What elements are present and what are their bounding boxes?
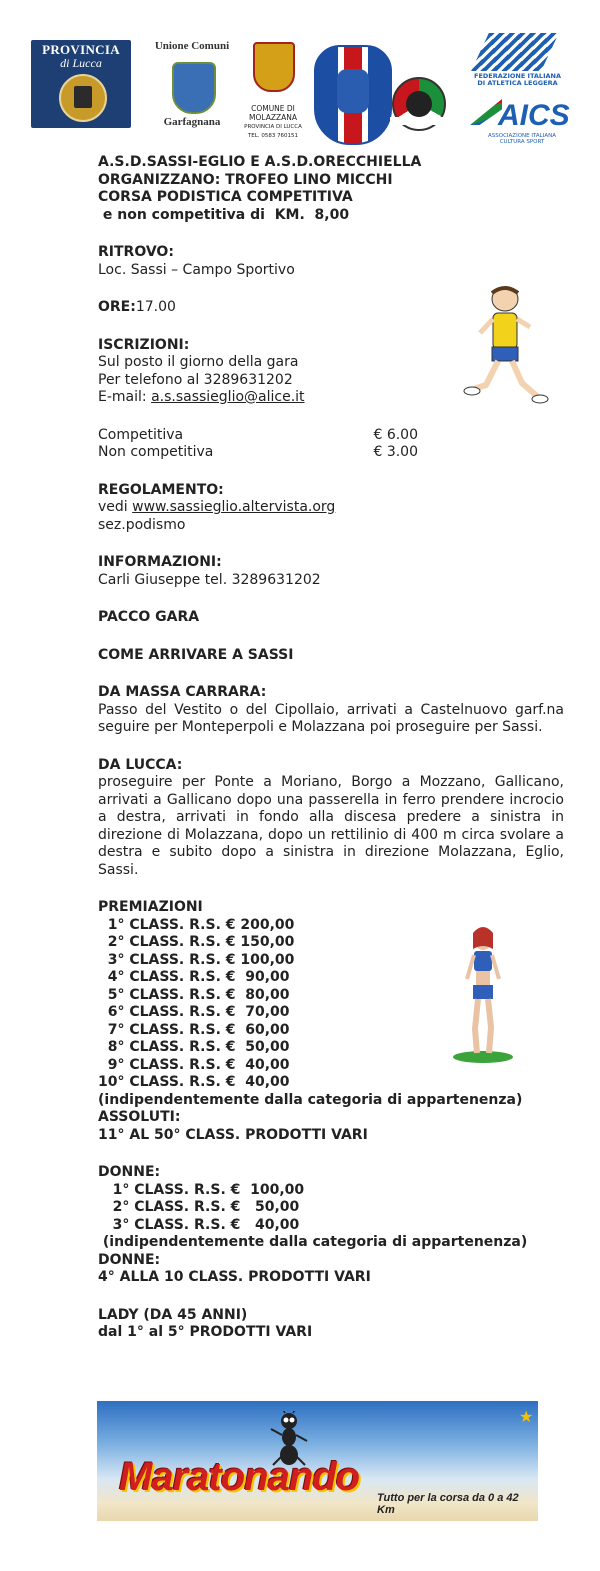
donne-prize-row: 2° CLASS. R.S. € 50,00 <box>98 1199 300 1215</box>
prize-row: 9° CLASS. R.S. € 40,00 <box>98 1056 290 1073</box>
pacco-gara-heading: PACCO GARA <box>98 609 200 625</box>
maratonando-logo-text: Maratonando <box>119 1455 360 1499</box>
comune-line3: PROVINCIA DI LUCCA <box>244 124 302 130</box>
prize-row: 5° CLASS. R.S. € 80,00 <box>98 986 290 1003</box>
header-line3: CORSA PODISTICA COMPETITIVA <box>98 189 353 205</box>
header-line4: e non competitiva di KM. 8,00 <box>98 206 350 223</box>
prize-row: 2° CLASS. R.S. € 150,00 <box>98 934 295 950</box>
ore-label: ORE: <box>98 299 136 315</box>
premiazioni-label: PREMIAZIONI <box>98 899 203 915</box>
comune-line4: TEL. 0583 760151 <box>247 133 299 139</box>
informazioni-text: Carli Giuseppe tel. 3289631202 <box>98 571 321 588</box>
price-label: Non competitiva <box>98 444 214 460</box>
donne-prize-row: 3° CLASS. R.S. € 40,00 <box>98 1216 300 1233</box>
fidal-logo <box>470 33 565 88</box>
unione-emblem-icon <box>172 62 216 114</box>
prize-row: 1° CLASS. R.S. € 200,00 <box>98 916 295 933</box>
regolamento-label: REGOLAMENTO: <box>98 481 224 498</box>
prize-row: 3° CLASS. R.S. € 100,00 <box>98 951 295 968</box>
prize-row: 4° CLASS. R.S. € 90,00 <box>98 969 290 985</box>
aics-logo <box>468 93 570 145</box>
ritrovo-text: Loc. Sassi – Campo Sportivo <box>98 261 295 278</box>
fidal-logo-text: FEDERAZIONE ITALIANA DI ATLETICA LEGGERA <box>474 72 561 87</box>
maratonando-banner <box>97 1401 538 1521</box>
iscrizioni-line2: Per telefono al 3289631202 <box>98 371 293 388</box>
donne-text2: 4° ALLA 10 CLASS. PRODOTTI VARI <box>98 1269 371 1285</box>
logo-row <box>0 0 600 150</box>
come-arrivare-heading: COME ARRIVARE A SASSI <box>98 646 294 663</box>
comune-line2: MOLAZZANA <box>248 113 297 122</box>
comune-line1: COMUNE DI <box>251 104 295 113</box>
informazioni-label: INFORMAZIONI: <box>98 554 222 570</box>
comune-crest-icon <box>253 42 295 92</box>
regolamento-line2: sez.podismo <box>98 516 186 533</box>
prize-row: 7° CLASS. R.S. € 60,00 <box>98 1021 290 1038</box>
donne-label: DONNE: <box>98 1164 161 1180</box>
comune-molazzana-logo <box>240 42 306 147</box>
round-logo-label-icon <box>390 117 448 125</box>
ore-value: 17.00 <box>135 299 176 315</box>
header-line2: ORGANIZZANO: TROFEO LINO MICCHI <box>98 171 393 188</box>
price-row-competitiva <box>98 427 418 445</box>
price-value: € 6.00 <box>373 426 418 443</box>
price-label: Competitiva <box>98 426 184 443</box>
aics-logo-subtext: ASSOCIAZIONE ITALIANA CULTURA SPORT <box>488 133 556 145</box>
star-icon: ★ <box>519 1407 534 1426</box>
massa-carrara-label: DA MASSA CARRARA: <box>98 684 267 700</box>
massa-carrara-text: Passo del Vestito o del Cipollaio, arrivati a Castelnuovo garf.na seguire per Monteperpoli e Molazzana poi proseguire per Sassi. <box>98 701 564 735</box>
price-value: € 3.00 <box>373 444 418 460</box>
ritrovo-label: RITROVO: <box>98 244 174 260</box>
club-shield-logo <box>314 45 392 145</box>
website-link[interactable]: www.sassieglio.altervista.org <box>132 499 336 515</box>
unione-comuni-garfagnana-logo <box>146 40 238 132</box>
prize-row: 6° CLASS. R.S. € 70,00 <box>98 1004 290 1020</box>
prize-row: 10° CLASS. R.S. € 40,00 <box>98 1074 290 1090</box>
donne-label2: DONNE: <box>98 1251 161 1268</box>
assoluti-label: ASSOLUTI: <box>98 1109 181 1125</box>
iscrizioni-line1: Sul posto il giorno della gara <box>98 354 299 370</box>
email-link[interactable]: a.s.sassieglio@alice.it <box>151 389 305 405</box>
lady-line1: LADY (DA 45 ANNI) <box>98 1306 248 1323</box>
donne-note: (indipendentemente dalla categoria di appartenenza) <box>98 1234 528 1250</box>
iscrizioni-label: ISCRIZIONI: <box>98 336 190 353</box>
banner-tagline: Tutto per la corsa da 0 a 42 Km <box>377 1492 519 1516</box>
unione-logo-top-text: Unione Comuni <box>154 40 230 52</box>
provincia-shield-icon <box>59 74 107 122</box>
eagle-icon <box>337 69 369 113</box>
provincia-logo-subtext: di Lucca <box>60 56 102 70</box>
header-line1: A.S.D.SASSI-EGLIO E A.S.D.ORECCHIELLA <box>98 154 422 170</box>
provincia-logo-text: PROVINCIA <box>42 42 120 57</box>
donne-prize-row: 1° CLASS. R.S. € 100,00 <box>98 1181 305 1198</box>
club-round-logo <box>392 77 446 131</box>
regolamento-prefix: vedi <box>98 499 133 515</box>
round-logo-center-icon <box>406 91 432 117</box>
price-row-non-competitiva <box>98 444 418 462</box>
email-label: E-mail: <box>98 389 152 405</box>
ore-line <box>98 299 568 317</box>
fidal-swoosh-icon <box>471 33 559 71</box>
lucca-label: DA LUCCA: <box>98 756 183 773</box>
provincia-lucca-logo <box>31 40 131 128</box>
regolamento-link-line <box>98 499 568 517</box>
flyer-content <box>98 154 568 1342</box>
iscrizioni-email-line <box>98 389 568 407</box>
prize-row: 8° CLASS. R.S. € 50,00 <box>98 1039 290 1055</box>
lady-line2: dal 1° al 5° PRODOTTI VARI <box>98 1324 313 1340</box>
unione-logo-bottom-text: Garfagnana <box>163 116 221 128</box>
lucca-text: proseguire per Ponte a Moriano, Borgo a Mozzano, Gallicano, arrivati a Gallicano dopo una passerella in ferro prendere incrocio a destra, arrivati in fondo alla discesa predere a sinistra in direzione di Molazzana, dopo un rettilinio di 400 m circa svolare a destra e subito dopo a sinistra in direzione Molazzana, Eglio, Sassi. <box>98 774 564 878</box>
premiazioni-note: (indipendentemente dalla categoria di appartenenza) <box>98 1091 523 1108</box>
assoluti-text: 11° AL 50° CLASS. PRODOTTI VARI <box>98 1126 368 1143</box>
aics-logo-text: AICS <box>498 99 570 132</box>
